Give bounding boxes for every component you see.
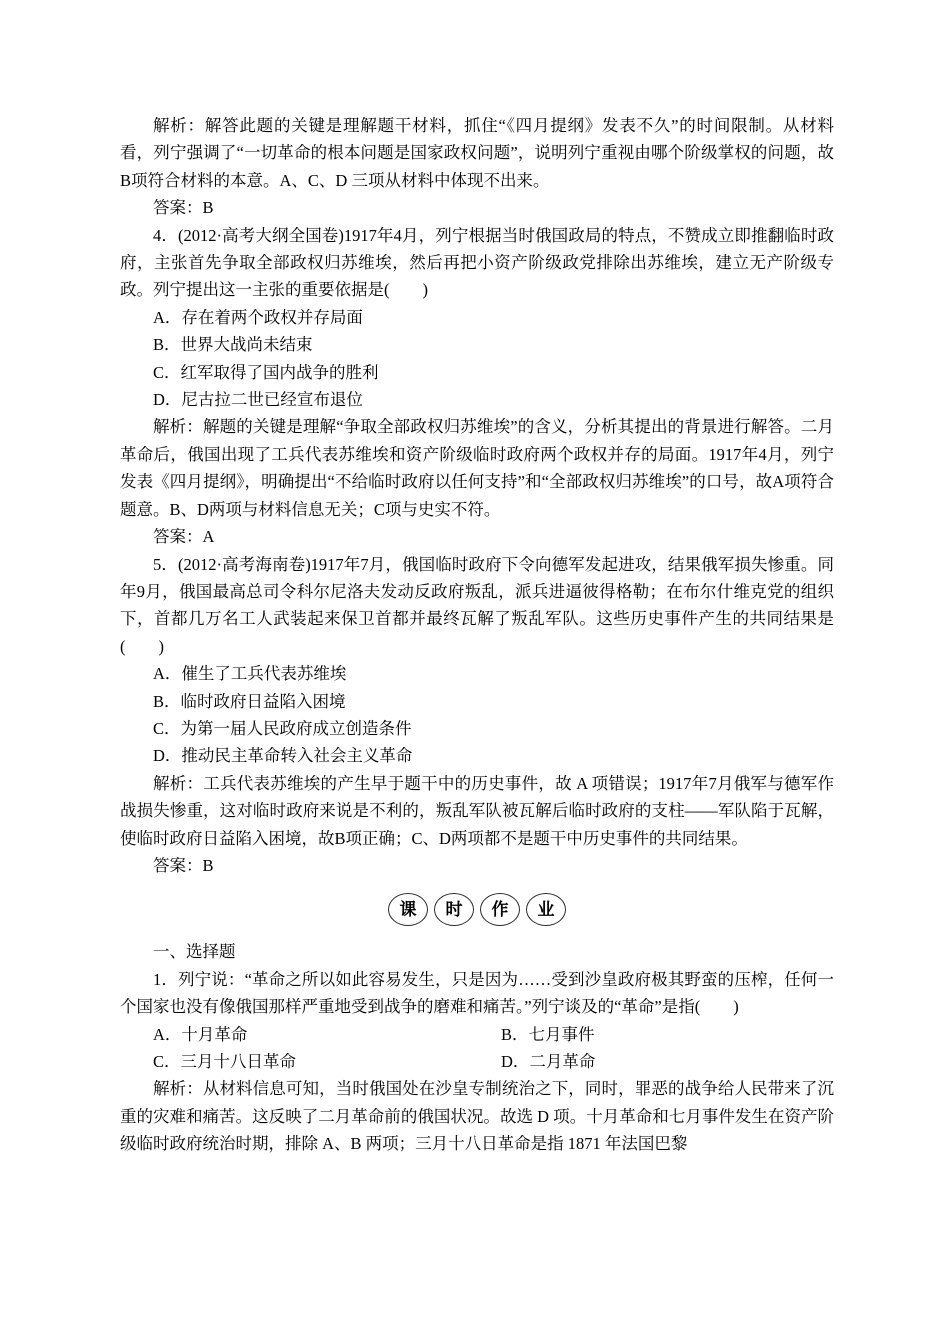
option-row bbox=[120, 1021, 834, 1048]
paragraph: 解析：从材料信息可知，当时俄国处在沙皇专制统治之下，同时，罪恶的战争给人民带来了沉重的灾难和痛苦。这反映了二月革命前的俄国状况。故选 D 项。十月革命和七月事件发生在资产阶级临时政府统治时期，排除 A、B 两项；三月十八日革命是指 1871 年法国巴黎 bbox=[120, 1079, 834, 1154]
paragraph: 1．列宁说：“革命之所以如此容易发生，只是因为……受到沙皇政府极其野蛮的压榨，任何一个国家也没有像俄国那样严重地受到战争的磨难和痛苦。”列宁谈及的“革命”是指( ) bbox=[120, 969, 834, 1017]
option: A．存在着两个政权并存局面 bbox=[153, 307, 363, 327]
option: B．七月事件 bbox=[501, 1024, 595, 1044]
option: C．为第一届人民政府成立创造条件 bbox=[153, 718, 412, 738]
paragraph: 4．(2012·高考大纲全国卷)1917年4月，列宁根据当时俄国政局的特点，不赞成立即推翻临时政府，主张首先争取全部政权归苏维埃，然后再把小资产阶级政党排除出苏维埃，建立无产阶级专政。列宁提出这一主张的重要依据是( ) bbox=[120, 225, 834, 300]
option: D．尼古拉二世已经宣布退位 bbox=[153, 390, 363, 410]
homework-section-badge bbox=[120, 893, 834, 926]
paragraph: 答案：B bbox=[153, 198, 214, 218]
badge-char: 业 bbox=[526, 893, 566, 926]
option: A．催生了工兵代表苏维埃 bbox=[153, 664, 347, 684]
option: D．推动民主革命转入社会主义革命 bbox=[153, 746, 413, 766]
paragraph: 答案：A bbox=[153, 527, 215, 547]
badge-char: 课 bbox=[388, 893, 428, 926]
paragraph: 解析：解题的关键是理解“争取全部政权归苏维埃”的含义，分析其提出的背景进行解答。二月革命后，俄国出现了工兵代表苏维埃和资产阶级临时政府两个政权并存的局面。1917年4月，列宁发表《四月提纲》，明确提出“不给临时政府以任何支持”和“全部政权归苏维埃”的口号，故A项符合题意。B、D两项与材料信息无关；C项与史实不符。 bbox=[120, 417, 834, 519]
paragraph: 答案：B bbox=[153, 855, 214, 875]
option: D．二月革命 bbox=[501, 1052, 596, 1071]
option: B．临时政府日益陷入困境 bbox=[153, 691, 346, 711]
paragraph: 一、选择题 bbox=[153, 942, 236, 962]
paragraph: 解析：解答此题的关键是理解题干材料，抓住“《四月提纲》发表不久”的时间限制。从材料看，列宁强调了“一切革命的根本问题是国家政权问题”，说明列宁重视由哪个阶级掌权的问题，故B项符合材料的本意。A、C、D 三项从材料中体现不出来。 bbox=[120, 116, 834, 190]
option-row bbox=[120, 1048, 834, 1075]
badge-char: 作 bbox=[480, 893, 520, 926]
paragraph: 5．(2012·高考海南卷)1917年7月，俄国临时政府下令向德军发起进攻，结果俄军损失惨重。同年9月，俄国最高总司令科尔尼洛夫发动反政府叛乱，派兵进逼彼得格勒；在布尔什维克党的组织下，首都几万名工人武装起来保卫首都并最终瓦解了叛乱军队。这些历史事件产生的共同结果是( ) bbox=[120, 554, 834, 656]
option: B．世界大战尚未结束 bbox=[153, 335, 313, 355]
option: C．红军取得了国内战争的胜利 bbox=[153, 362, 379, 382]
option: A．十月革命 bbox=[153, 1024, 248, 1044]
badge-char: 时 bbox=[434, 893, 474, 926]
paragraph: 解析：工兵代表苏维埃的产生早于题干中的历史事件，故 A 项错误；1917年7月俄军与德军作战损失惨重，这对临时政府来说是不利的，叛乱军队被瓦解后临时政府的支柱——军队陷于瓦解，使临时政府日益陷入困境，故B项正确；C、D两项都不是题干中历史事件的共同结果。 bbox=[120, 773, 834, 848]
option: C．三月十八日革命 bbox=[153, 1052, 297, 1071]
